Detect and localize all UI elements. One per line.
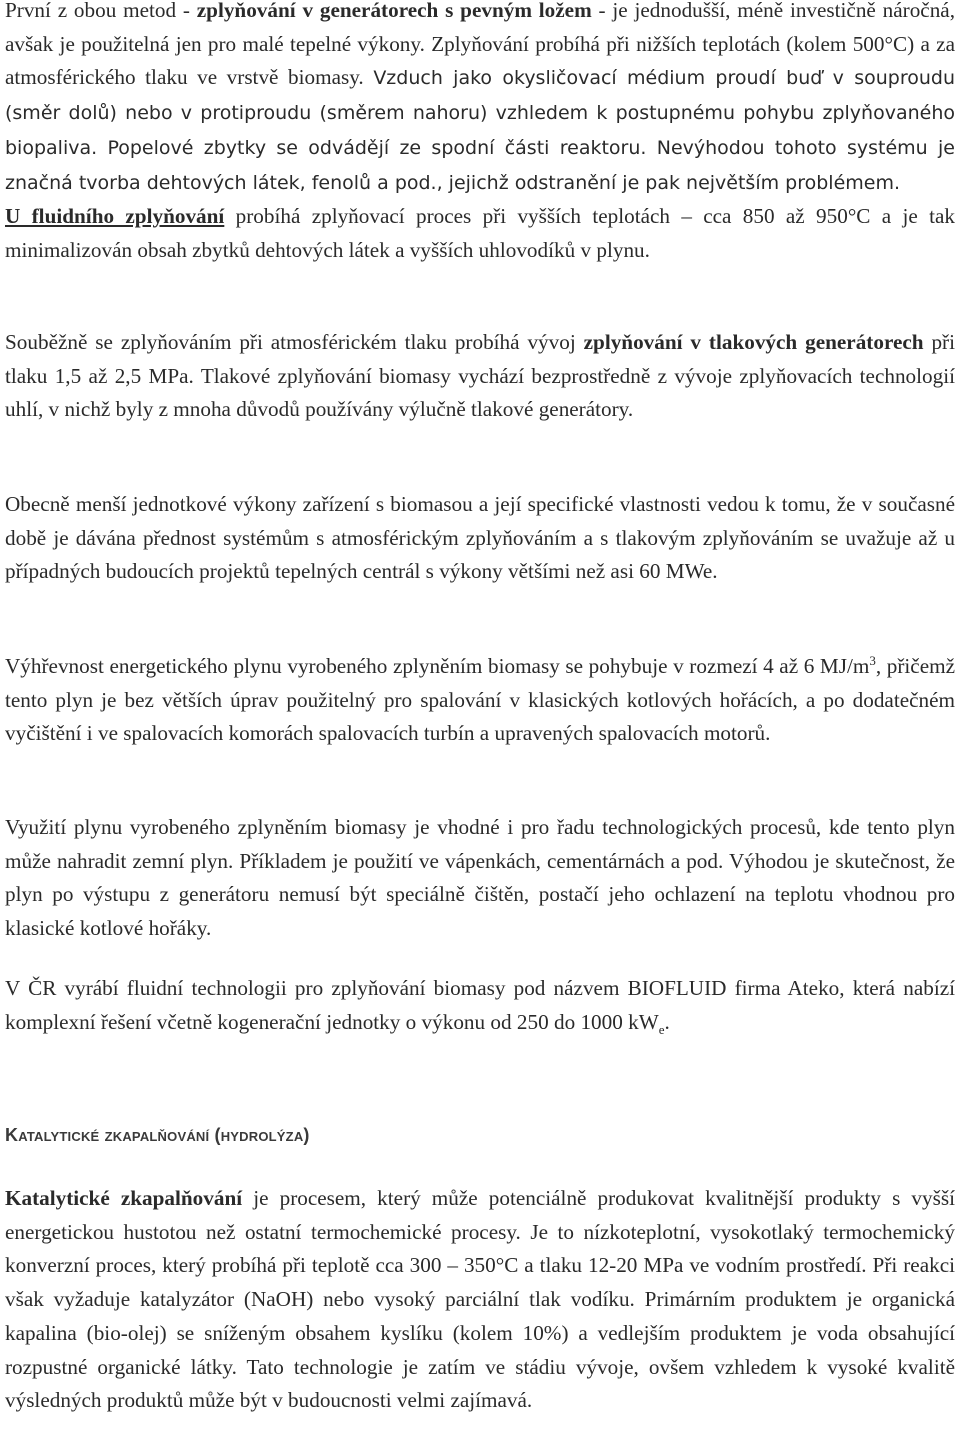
underlined-term: U fluidního zplyňování bbox=[5, 204, 225, 229]
bold-term: Katalytické zkapalňování bbox=[5, 1186, 243, 1210]
text: Výhřevnost energetického plynu vyrobeného zplyněním biomasy se pohybuje v rozmezí 4 až 6 MJ/m bbox=[5, 654, 870, 678]
bold-term: zplyňování v generátorech s pevným ložem bbox=[196, 0, 592, 22]
text: Souběžně se zplyňováním při atmosférickém tlaku probíhá vývoj bbox=[5, 330, 584, 354]
text: V ČR vyrábí fluidní technologii pro zplyňování biomasy pod názvem BIOFLUID firma Ateko, která nabízí komplexní řešení včetně kogenerační jednotky o výkonu od 250 do 1000 kW bbox=[5, 976, 955, 1034]
text: - je jednodušší, méně investičně náročná, avšak je použitelná jen pro malé tepelné výkony. Zplyňování probíhá při nižších teplotách (kolem 500°C) a za atmosférického tlaku ve vrstvě biomasy. bbox=[5, 0, 955, 90]
paragraph-unit-output bbox=[5, 488, 955, 589]
superscript: 3 bbox=[869, 652, 876, 668]
text: První z obou metod - bbox=[5, 0, 197, 22]
text: je procesem, který může potenciálně produkovat kvalitnější produkty s vyšší energetickou hustotou než ostatní termochemické procesy. Je to nízkoteplotní, vysokotlaký termochemický konverzní proces, který probíhá při teplotě cca 300 – 350°C a tlaku 12-20 MPa ve vodním prostředí. Při reakci však vyžaduje katalyzátor (NaOH) nebo vysoký parciální tlak vodíku. Primárním produktem je organická kapalina (bio-olej) se sníženým obsahem kyslíku (kolem 10%) a vedlejším produktem je voda obsahující rozpustné organické látky. Tato technologie je zatím ve stádiu vývoje, ovšem vzhledem k vysoké kvalitě výsledných produktů může být v budoucnosti velmi zajímavá. bbox=[5, 1186, 955, 1413]
paragraph-fixed-bed bbox=[5, 0, 955, 268]
text: Využití plynu vyrobeného zplyněním biomasy je vhodné i pro řadu technologických procesů, kde tento plyn může nahradit zemní plyn. Příkladem je použití ve vápenkách, cementárnách a pod. Výhodou je skutečnost, že plyn po výstupu z generátoru nemusí být speciálně čištěn, postačí jeho ochlazení na teplotu vhodnou pro klasické kotlové hořáky. bbox=[5, 815, 955, 941]
subscript: e bbox=[658, 1021, 665, 1037]
text: . bbox=[664, 1009, 670, 1034]
text: Vzduch jako okysličovací médium proudí buď v souproudu (směr dolů) nebo v protiproudu (směrem nahoru) vzhledem k postupnému pohybu zplyňovaného biopaliva. Popelové zbytky se odvádějí ze spodní části reaktoru. bbox=[5, 67, 955, 159]
paragraph-pressure bbox=[5, 326, 955, 427]
text: , přičemž tento plyn je bez větších úprav použitelný pro spalování v klasických kotlových hořácích, a po dodatečném vyčištění i ve spalovacích komorách spalovacích turbín a upravených spalovacích motorů. bbox=[5, 654, 955, 746]
paragraph-catalytic-liquefaction bbox=[5, 1182, 955, 1418]
paragraph-gas-usage bbox=[5, 811, 955, 946]
section-heading: Katalytické zkapalňování (hydrolýza) bbox=[5, 1125, 310, 1145]
text: probíhá zplyňovací proces při vyšších teplotách – cca 850 až 950°C a je tak minimalizován obsah zbytků dehtových látek a vyšších uhlovodíků v plynu. bbox=[5, 204, 955, 262]
text: Obecně menší jednotkové výkony zařízení s biomasou a její specifické vlastnosti vedou k tomu, že v současné době je dávána přednost systémům s atmosférickým zplyňováním a s tlakovým zplyňováním se uvažuje až u případných budoucích projektů tepelných centrál s výkony většími než asi 60 MWe. bbox=[5, 492, 955, 584]
paragraph-calorific-value bbox=[5, 650, 955, 751]
text: Nevýhodou tohoto systému je značná tvorba dehtových látek, fenolů a pod., jejichž odstranění je pak největším problémem. bbox=[5, 136, 955, 194]
bold-term: zplyňování v tlakových generátorech bbox=[583, 330, 924, 354]
text: při tlaku 1,5 až 2,5 MPa. Tlakové zplyňování biomasy vychází bezprostředně z vývoje zplyňovacích technologií uhlí, v nichž byly z mnoha důvodů používány výlučně tlakové generátory. bbox=[5, 330, 955, 422]
paragraph-biofluid bbox=[5, 972, 955, 1039]
